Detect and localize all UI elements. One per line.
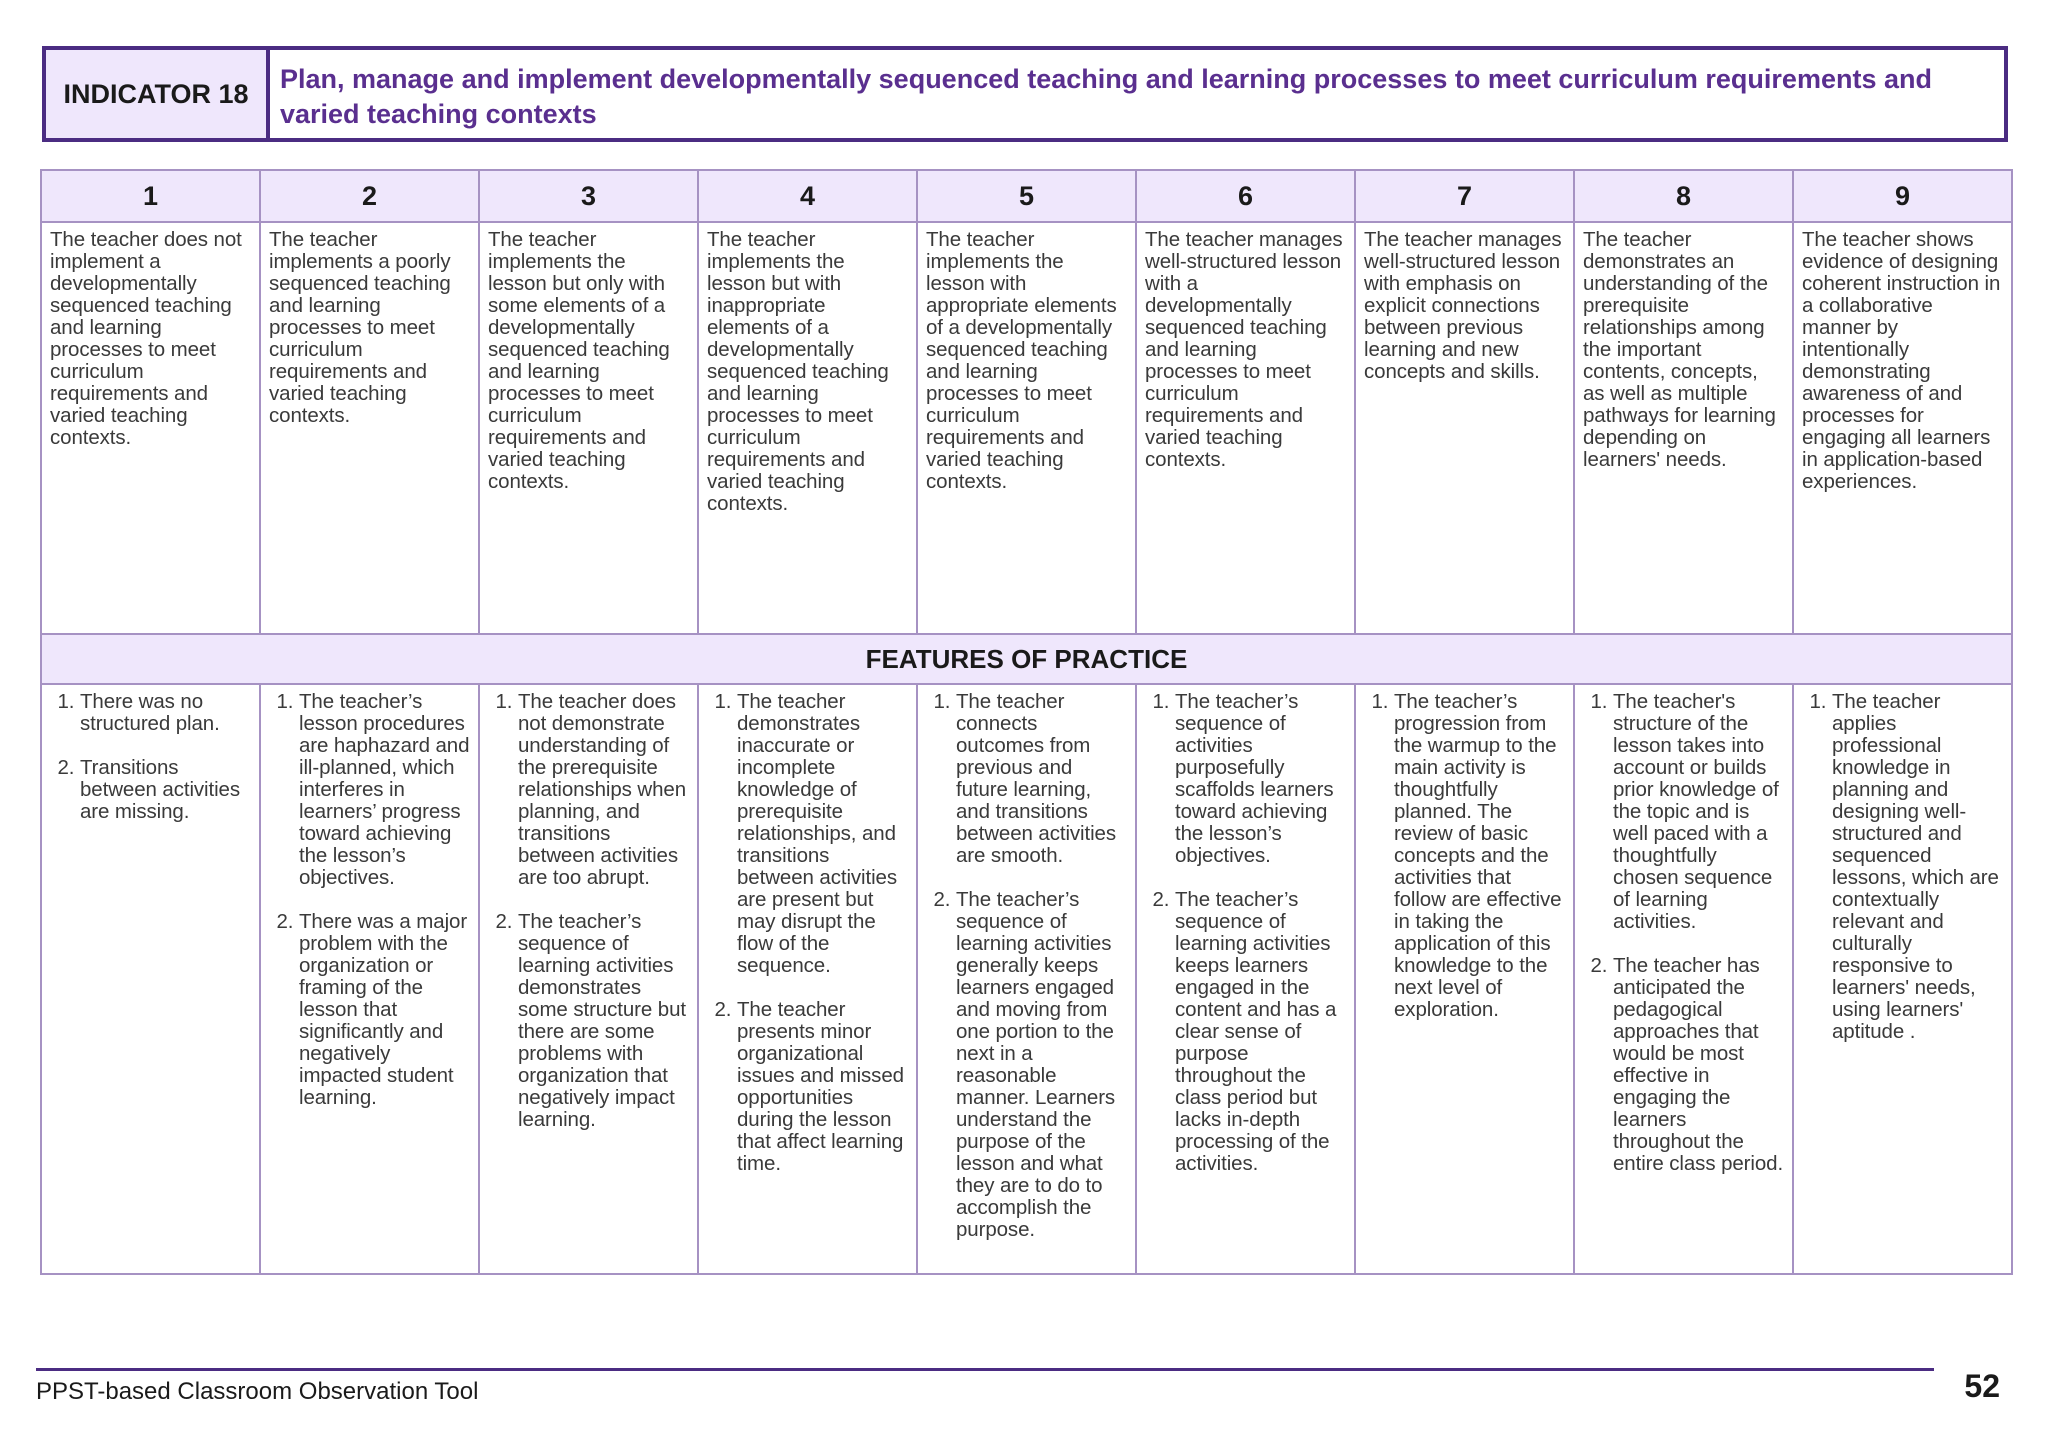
level-header: 4 xyxy=(698,170,917,222)
feature-item: 2. The teacher’s sequence of learning activities generally keeps learners engaged and moving from one portion to the next in a reasonable manner. Learners understand the purpose of the lesson and what they are to do to accomplish the purpose. xyxy=(956,889,1127,1241)
feature-list xyxy=(1364,691,1565,1021)
features-heading-row xyxy=(41,634,2012,684)
features-cell xyxy=(260,684,479,1274)
level-description: The teacher does not implement a developmentally sequenced teaching and learning processes to meet curriculum requirements and varied teaching contexts. xyxy=(41,222,260,634)
feature-item: 1. The teacher’s sequence of activities purposefully scaffolds learners toward achieving the lesson’s objectives. xyxy=(1175,691,1346,867)
feature-item: 1. The teacher’s lesson procedures are haphazard and ill-planned, which interferes in learners’ progress toward achieving the lesson’s objectives. xyxy=(299,691,470,889)
feature-item: 1. The teacher’s progression from the warmup to the main activity is thoughtfully planned. The review of basic concepts and the activities that follow are effective in taking the application of this knowledge to the next level of exploration. xyxy=(1394,691,1565,1021)
feature-item: 2. There was a major problem with the organization or framing of the lesson that significantly and negatively impacted student learning. xyxy=(299,911,470,1109)
feature-item: 2. The teacher presents minor organizational issues and missed opportunities during the lesson that affect learning time. xyxy=(737,999,908,1175)
level-description: The teacher shows evidence of designing coherent instruction in a collaborative manner by intentionally demonstrating awareness of and processes for engaging all learners in application-based experiences. xyxy=(1793,222,2012,634)
level-header: 1 xyxy=(41,170,260,222)
level-description: The teacher manages well-structured lesson with emphasis on explicit connections between previous learning and new concepts and skills. xyxy=(1355,222,1574,634)
features-cell xyxy=(1355,684,1574,1274)
features-cell xyxy=(917,684,1136,1274)
level-header: 9 xyxy=(1793,170,2012,222)
feature-list xyxy=(707,691,908,1175)
indicator-title: Plan, manage and implement developmentally sequenced teaching and learning processes to meet curriculum requirements and varied teaching contexts xyxy=(280,64,1932,130)
level-description: The teacher implements a poorly sequenced teaching and learning processes to meet curriculum requirements and varied teaching contexts. xyxy=(260,222,479,634)
level-description: The teacher implements the lesson with appropriate elements of a developmentally sequenced teaching and learning processes to meet curriculum requirements and varied teaching contexts. xyxy=(917,222,1136,634)
feature-list xyxy=(926,691,1127,1241)
indicator-box xyxy=(42,46,2008,142)
features-cell xyxy=(698,684,917,1274)
level-header: 6 xyxy=(1136,170,1355,222)
level-header: 7 xyxy=(1355,170,1574,222)
feature-item: 2. Transitions between activities are missing. xyxy=(80,757,251,823)
level-header: 8 xyxy=(1574,170,1793,222)
feature-list xyxy=(50,691,251,823)
features-cell xyxy=(1574,684,1793,1274)
feature-item: 1. There was no structured plan. xyxy=(80,691,251,735)
rubric-table xyxy=(40,169,2013,1275)
level-header: 3 xyxy=(479,170,698,222)
features-cell xyxy=(41,684,260,1274)
feature-list xyxy=(1583,691,1784,1175)
level-description: The teacher demonstrates an understanding of the prerequisite relationships among the important contents, concepts, as well as multiple pathways for learning depending on learners' needs. xyxy=(1574,222,1793,634)
feature-item: 1. The teacher's structure of the lesson takes into account or builds prior knowledge of the topic and is well paced with a thoughtfully chosen sequence of learning activities. xyxy=(1613,691,1784,933)
feature-list xyxy=(1145,691,1346,1175)
footer-divider xyxy=(36,1368,1934,1371)
footer-title: PPST-based Classroom Observation Tool xyxy=(36,1378,479,1405)
feature-item: 2. The teacher has anticipated the pedagogical approaches that would be most effective in engaging the learners throughout the entire class period. xyxy=(1613,955,1784,1175)
feature-item: 1. The teacher demonstrates inaccurate or incomplete knowledge of prerequisite relationships, and transitions between activities are present but may disrupt the flow of the sequence. xyxy=(737,691,908,977)
level-description: The teacher implements the lesson but with inappropriate elements of a developmentally sequenced teaching and learning processes to meet curriculum requirements and varied teaching contexts. xyxy=(698,222,917,634)
features-cell xyxy=(1793,684,2012,1274)
features-cell xyxy=(1136,684,1355,1274)
features-row xyxy=(41,684,2012,1274)
feature-list xyxy=(269,691,470,1109)
description-row xyxy=(41,222,2012,634)
features-cell xyxy=(479,684,698,1274)
level-description: The teacher implements the lesson but only with some elements of a developmentally sequenced teaching and learning processes to meet curriculum requirements and varied teaching contexts. xyxy=(479,222,698,634)
level-header: 5 xyxy=(917,170,1136,222)
indicator-label: INDICATOR 18 xyxy=(46,50,270,138)
level-header-row xyxy=(41,170,2012,222)
feature-list xyxy=(488,691,689,1131)
feature-item: 2. The teacher’s sequence of learning activities keeps learners engaged in the content and has a clear sense of purpose throughout the class period but lacks in-depth processing of the activities. xyxy=(1175,889,1346,1175)
page-number: 52 xyxy=(1964,1368,2000,1404)
level-description: The teacher manages well-structured lesson with a developmentally sequenced teaching and learning processes to meet curriculum requirements and varied teaching contexts. xyxy=(1136,222,1355,634)
feature-item: 1. The teacher does not demonstrate understanding of the prerequisite relationships when planning, and transitions between activities are too abrupt. xyxy=(518,691,689,889)
feature-item: 1. The teacher connects outcomes from previous and future learning, and transitions between activities are smooth. xyxy=(956,691,1127,867)
feature-item: 2. The teacher’s sequence of learning activities demonstrates some structure but there are some problems with organization that negatively impact learning. xyxy=(518,911,689,1131)
feature-item: 1. The teacher applies professional knowledge in planning and designing well-structured and sequenced lessons, which are contextually relevant and culturally responsive to learners' needs, using learners' aptitude . xyxy=(1832,691,2003,1043)
features-heading: FEATURES OF PRACTICE xyxy=(41,634,2012,684)
level-header: 2 xyxy=(260,170,479,222)
feature-list xyxy=(1802,691,2003,1043)
